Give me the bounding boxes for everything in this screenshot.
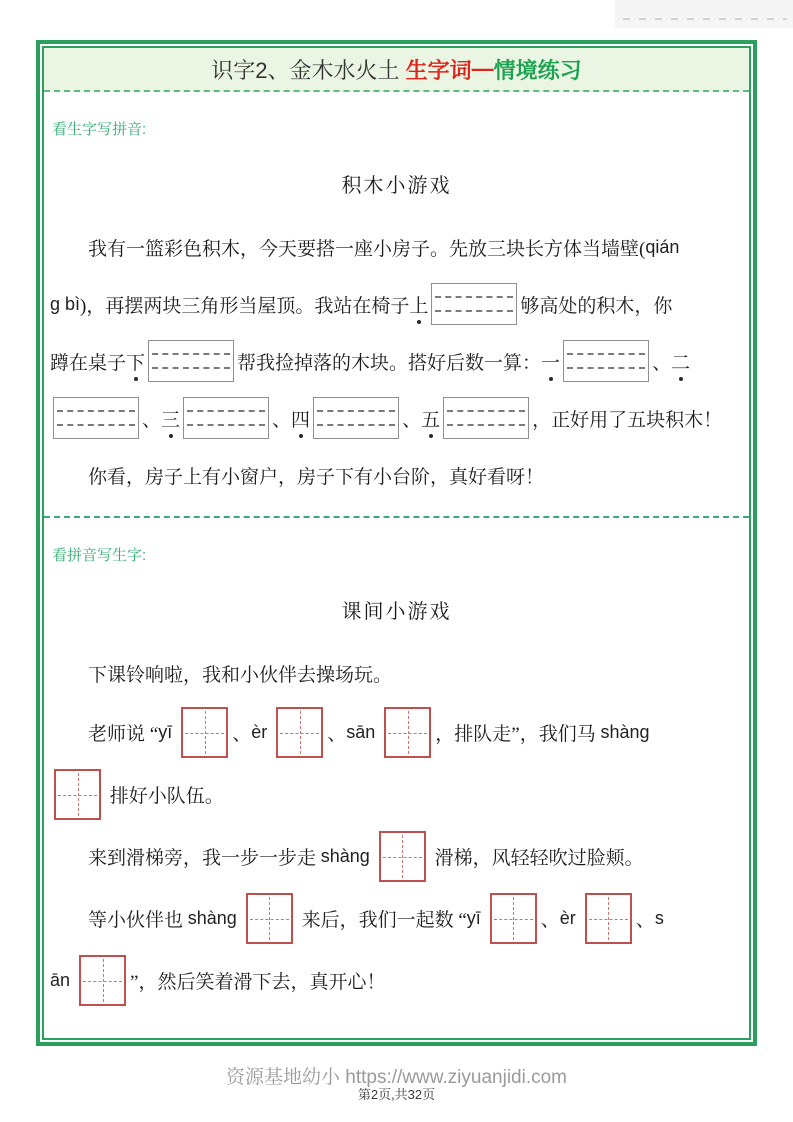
text-run: 帮我捡掉落的木块。搭好后数一算： xyxy=(237,352,542,374)
emphasized-character: 上 xyxy=(409,291,428,318)
pinyin-answer-box xyxy=(53,397,139,439)
text-run: 、 xyxy=(327,724,347,745)
text-run: 下课铃响啦，我和小伙伴去操场玩。 xyxy=(88,664,393,686)
section-1-label: 看生字写拼音: xyxy=(52,121,147,138)
page-number: 第2页,共32页 xyxy=(357,1087,436,1102)
text-run: 、 xyxy=(142,409,162,431)
text-run: )，再摆两块三角形当屋顶。我站在椅子 xyxy=(80,295,410,317)
section-1-story-title: 积木小游戏 xyxy=(341,175,452,197)
scan-watermark-strip xyxy=(615,0,793,28)
pinyin-answer-box xyxy=(313,397,399,439)
title-word-type: 生字词 xyxy=(405,57,472,83)
text-run: 、 xyxy=(540,910,560,931)
section-1-body xyxy=(50,224,743,498)
pinyin-text: s xyxy=(654,908,664,928)
tianzige-answer-box xyxy=(379,831,426,882)
text-line xyxy=(50,650,743,696)
tianzige-answer-box xyxy=(490,893,537,944)
emphasized-character: 五 xyxy=(421,405,440,432)
worksheet-frame xyxy=(36,40,757,1046)
text-run: 滑梯，风轻轻吹过脸颊。 xyxy=(429,848,644,869)
worksheet-content xyxy=(44,118,749,1006)
text-run: 来后，我们一起数 “ xyxy=(296,910,467,931)
text-line xyxy=(50,224,743,270)
pinyin-answer-box xyxy=(431,283,517,325)
text-run: 、 xyxy=(402,409,422,431)
pinyin-answer-box xyxy=(443,397,529,439)
emphasized-character: 二 xyxy=(671,348,690,375)
text-line xyxy=(50,707,743,758)
page-footer xyxy=(0,1062,793,1103)
tianzige-answer-box xyxy=(276,707,323,758)
pinyin-answer-box xyxy=(148,340,234,382)
text-run: 、 xyxy=(635,910,655,931)
text-line xyxy=(50,955,743,1006)
pinyin-text: shàng xyxy=(320,846,375,866)
text-line xyxy=(50,452,743,498)
pinyin-text: èr xyxy=(251,722,273,742)
pinyin-text: shàng xyxy=(600,722,650,742)
emphasized-character: 一 xyxy=(541,348,560,375)
tianzige-answer-box xyxy=(585,893,632,944)
emphasized-character: 下 xyxy=(126,348,145,375)
worksheet-inner-frame xyxy=(42,46,751,1040)
text-run: 老师说 “ xyxy=(88,724,159,745)
pinyin-text: g bì xyxy=(50,293,81,314)
text-run: 蹲在桌子 xyxy=(50,352,127,374)
section-2-label: 看拼音写生字: xyxy=(52,547,147,564)
tianzige-answer-box xyxy=(384,707,431,758)
tianzige-answer-box xyxy=(181,707,228,758)
emphasized-character: 四 xyxy=(291,405,310,432)
faint-watermark-marks xyxy=(623,18,787,20)
title-dash: — xyxy=(471,56,494,81)
text-run: ”，然后笑着滑下去，真开心！ xyxy=(130,972,386,993)
section-divider xyxy=(44,516,749,518)
pinyin-answer-box xyxy=(563,340,649,382)
pinyin-text: ān xyxy=(50,970,76,990)
text-run: ，排队走”，我们马 xyxy=(435,724,601,745)
tianzige-answer-box xyxy=(246,893,293,944)
title-exercise-type: 情境练习 xyxy=(493,57,582,83)
pinyin-text: èr xyxy=(559,908,581,928)
text-line xyxy=(50,281,743,327)
text-run: 够高处的积木，你 xyxy=(520,295,673,317)
tianzige-answer-box xyxy=(79,955,126,1006)
text-run: 等小伙伴也 xyxy=(88,910,188,931)
pinyin-text: shàng xyxy=(187,908,242,928)
text-run: 来到滑梯旁，我一步一步走 xyxy=(88,848,321,869)
emphasized-character: 三 xyxy=(161,405,180,432)
text-line xyxy=(50,338,743,384)
text-run: 你看，房子上有小窗户，房子下有小台阶，真好看呀！ xyxy=(88,466,545,488)
text-line xyxy=(50,769,743,820)
text-run: 、 xyxy=(272,409,292,431)
pinyin-text: qián xyxy=(645,236,680,257)
worksheet-title-band xyxy=(44,48,749,92)
text-line xyxy=(50,893,743,944)
tianzige-answer-box xyxy=(54,769,101,820)
pinyin-answer-box xyxy=(183,397,269,439)
section-2-body xyxy=(50,650,743,1006)
source-site-link[interactable]: 资源基地幼小 https://www.ziyuanjidi.com xyxy=(225,1067,568,1088)
text-run: ，正好用了五块积木！ xyxy=(532,409,723,431)
text-line xyxy=(50,831,743,882)
text-run: 、 xyxy=(232,724,252,745)
text-line xyxy=(50,395,743,441)
pinyin-text: yī xyxy=(466,908,486,928)
text-run: 我有一篮彩色积木，今天要搭一座小房子。先放三块长方体当墙壁( xyxy=(88,238,646,260)
title-lesson-text: 识字2、金木水火土 xyxy=(211,57,406,83)
pinyin-text: sān xyxy=(346,722,381,742)
text-run: 、 xyxy=(652,352,672,374)
text-run: 排好小队伍。 xyxy=(105,786,224,807)
section-2-story-title: 课间小游戏 xyxy=(341,601,452,623)
pinyin-text: yī xyxy=(158,722,178,742)
